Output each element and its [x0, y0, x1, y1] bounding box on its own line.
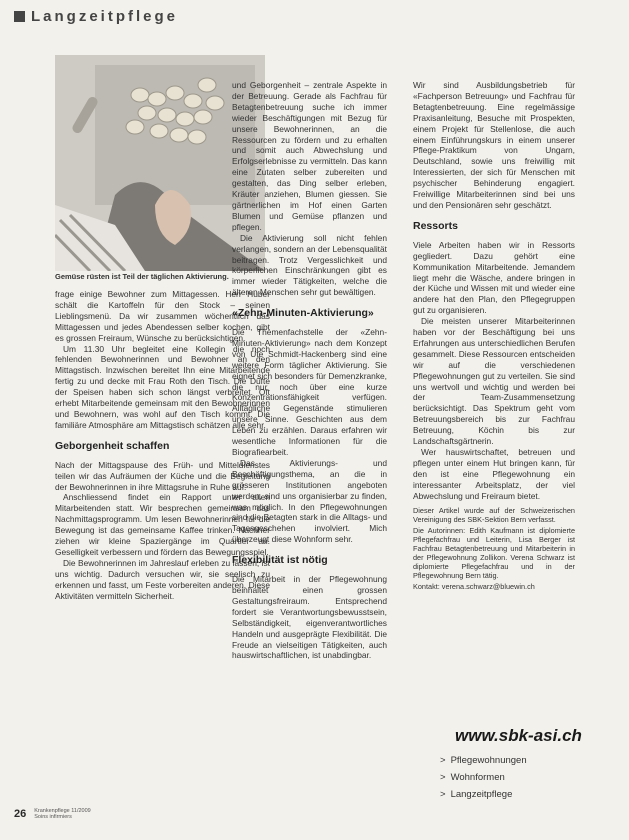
- subheading-geborgenheit: Geborgenheit schaffen: [55, 439, 170, 452]
- magazine-info: Krankenpflege 11/2009 Soins infirmiers: [34, 808, 91, 820]
- paragraph: Wer hauswirtschaftet, betreuen und pflegen unter einem Hut bringen kann, für den ist eine Pflegewohnung ein interessanter Arbeitsplatz, der viel Abwechslung und Freiraum bietet.: [413, 447, 575, 501]
- subheading-flexibilitaet: Flexibilität ist nötig: [232, 554, 328, 567]
- article-column-2: [232, 80, 387, 661]
- page-number: 26: [14, 808, 27, 820]
- related-links: [440, 752, 527, 803]
- info-text: Dieser Artikel wurde auf der Schweizerischen Vereinigung des SBK-Sektion Bern verfasst.: [413, 505, 575, 524]
- paragraph: frage einige Bewohner zum Mittagessen. Herr Huber schält die Kartoffeln für den Stock – seinen Lieblingsmenü. Da wir zusammen wöchentlich das Mittagessen und jedes Abendessen selber kochen, gibt es grossen Freiraum, Wünsche zu berücksichtigen.: [55, 289, 270, 343]
- contact-text: Kontakt: verena.schwarz@bluewin.ch: [413, 581, 535, 591]
- arrow-right-icon: >: [440, 772, 446, 783]
- related-link[interactable]: > Pflegewohnungen: [440, 752, 527, 769]
- info-text: Die Autorinnen: Edith Kaufmann ist diplomierte Pflegefachfrau und Leiterin, Lisa Berger ist Fachfrau Betagtenbetreuung und Mitarbeiterin in der Pflegewohnung Zollikon. Verena Schwarz ist diplomierte Pflegefachfrau und in der Pflegewohnung Bern tätig.: [413, 525, 575, 580]
- paragraph: Die Mitarbeit in der Pflegewohnung beinhaltet einen grossen Gestaltungsfreiraum. Entsprechend fordert sie Verantwortungsbewusstsein, Selbständigkeit, eigenverantwortliches Handeln und ausgeprägte Flexibilität. Die Freude an vielseitigen Tätigkeiten, auch hauswirtschaftlichen, ist unabdingbar.: [232, 574, 387, 661]
- sbk-website-link[interactable]: www.sbk-asi.ch: [455, 726, 582, 745]
- paragraph: Die Themenfachstelle der «Zehn-Minuten-Aktivierung» nach dem Konzept von Ute Schmidt-Hackenberg sind eine weitere Form täglicher Aktivierung. Sie eignet sich besonders für Demenzkranke, die nur noch über eine kurze Konzentrationsfähigkeit verfügen. Alltägliche Gegenstände stimulieren unsere Sinne. Geschichten aus dem Leben zu erzählen. Daraus erfahren wir wesentliche Informationen für die Biografiearbeit.: [232, 327, 387, 457]
- author-info-box: [413, 506, 575, 591]
- paragraph: Um 11.30 Uhr begleitet eine Kollegin die noch fehlenden Bewohnerinnen und Bewohner an den Mittagstisch. Inzwischen bereitet Ihn eine Mitarbeitende fertig zu und decke mit Frau Roth den Tisch. Die Düfte der Speisen haben sich schon längst verbreitet. Oft erhebt Mitarbeitende gemeinsam mit den Bewohnerinnen und Bewohnern, was wohl auf den Tisch kommt. Die familiäre Atmosphäre am Mittagstisch schätzen alle sehr.: [55, 343, 270, 430]
- paragraph: Die Aktivierung soll nicht fehlen verlangen, sondern an der Lebensqualität beitragen. Trotz Vergesslichkeit und körperlichen Einschränkungen gibt es immer wieder Tätigkeiten, welche die älteren Menschen sehr gut bewältigen.: [232, 232, 387, 298]
- paragraph: Anschliessend findet ein Rapport unter allen Mitarbeitenden statt. Wir besprechen gemeinsam das Nachmittagsprogramm. Um lesen Bewohnerinnen für die Bewegung ist das gemeinsame Kaffee trinken. Nachher ziehen wir kleine Spaziergänge im Quartier an. Geselligkeit verbessern und fördern das Bewegungsspiel.: [55, 492, 270, 557]
- section-header: [14, 8, 178, 25]
- section-title: Langzeitpflege: [31, 8, 179, 25]
- article-column-3: [413, 80, 575, 593]
- paragraph: Die meisten unserer Mitarbeiterinnen haben vor der Beschäftigung bei uns Erfahrungen aus unterschiedlichen Berufen gesammelt. Diese Ressourcen entscheiden wir auf die verschiedenen Pflegewohnungen gut zu verteilen. Sie sind uns wertvoll und wichtig und werden bei der Team-Zusammensetzung berücksichtigt. Das Spektrum geht vom Betreuungsbereich bis zur Fachfrau Betreuung, Köchin bis zur Landschaftsgärtnerin.: [413, 316, 575, 447]
- photo-caption: Gemüse rüsten ist Teil der täglichen Aktivierung.: [55, 272, 229, 281]
- subheading-zehn-minuten: «Zehn-Minuten-Aktivierung»: [232, 307, 374, 320]
- page-footer: [14, 808, 91, 820]
- paragraph: Die Bewohnerinnen im Jahreslauf erleben zu lassen, ist uns wichtig. Dadurch versuchen wir, sie seelisch zu erkennen und fasst, um Feste vorbereiten anderen. Diese Aktivitäten vermitteln Sicherheit.: [55, 557, 270, 601]
- paragraph: Viele Arbeiten haben wir in Ressorts gegliedert. Dazu gehört eine Kommunikation Mitarbeitende. Jemandem liegt mehr die Wäsche, andere bringen in der Küche und Wissen mit und wieder eine andere hat den Plan, den Pflegegruppen gut zu organisieren.: [413, 239, 575, 316]
- related-link[interactable]: > Langzeitpflege: [440, 786, 527, 803]
- paragraph: Nach der Mittagspause des Früh- und Mitteldienstes teilen wir das Aufräumen der Küche und die Begleitung der Bewohnerinnen in ihre Mittagsruhe in Ruhe auf.: [55, 459, 270, 492]
- arrow-right-icon: >: [440, 789, 446, 800]
- arrow-right-icon: >: [440, 755, 446, 766]
- subheading-ressorts: Ressorts: [413, 219, 458, 232]
- related-link[interactable]: > Wohnformen: [440, 769, 527, 786]
- paragraph: Wir sind Ausbildungsbetrieb für «Fachperson Betreuung» und Fachfrau für Betagtenbetreuung. Eine regelmässige Praxisanleitung, Besuche mit Prospekten, einem Projekt für Stellenlose, die auch einem Einführungskurs in einem unserer Pflege-Praktikum von Ungarn, Deutschland, sowie uns freiwillig mit Interessierten, der sich für Menschen mit psychischer Behinderung engagiert. Freiwillige Mitarbeiterinnen sind bei uns und den Pensionären sehr geschätzt.: [413, 80, 575, 210]
- section-marker-square: [14, 11, 25, 22]
- paragraph: und Geborgenheit – zentrale Aspekte in der Betreuung. Gerade als Fachfrau für Betagtenbetreuung suche ich immer wieder Beschäftigungen mit Bezug für unsere Bewohnerinnen, an die Ressourcen zu fördern und zu erhalten und somit auch Abwechslung und Erfolgserlebnisse zu vermitteln. Das kann eine Zutaten selber zubereiten und gestalten, das Ding selber erleben, Kräuter anziehen, Blumen giessen. Sie gärtnerlichen im Hof einen Garten Blumen und Gemüse pflanzen und pflegen.: [232, 80, 387, 232]
- paragraph: Das Aktivierungs- und Beschäftigungsthema, an die in grösseren Institutionen angeboten werden, sind uns organisierbar zu finden, was möglich. In den Pflegewohnungen sind die Betagten stark in die Alltags- und Tagesgeschehen involviert. Mich überzeugt diese Wohnform sehr.: [232, 457, 387, 545]
